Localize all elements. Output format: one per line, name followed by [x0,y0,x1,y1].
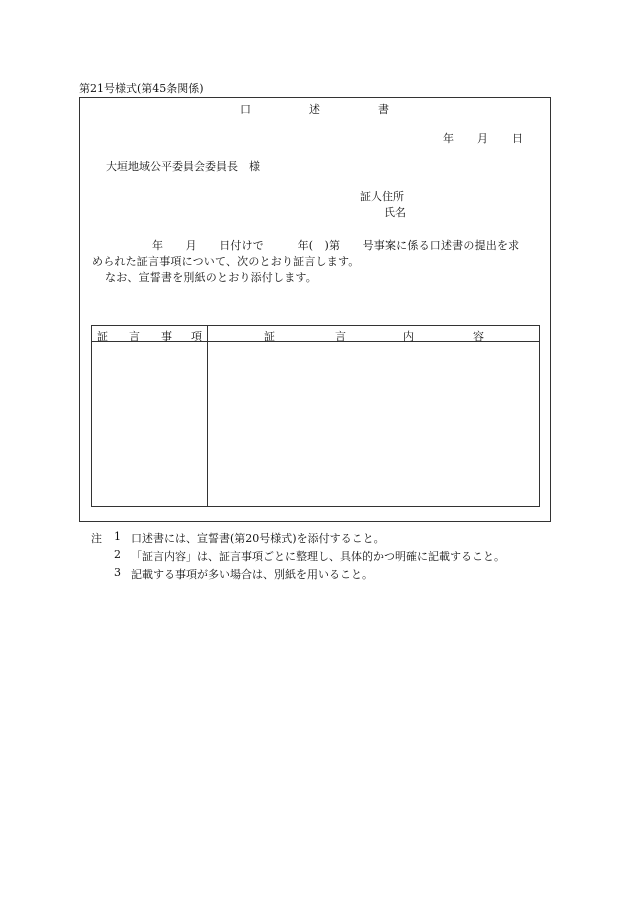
date-day: 日 [512,132,523,145]
col2-header-char-1: 証 [264,330,275,343]
note-1-number: 1 [114,530,121,543]
col2-header-char-2: 言 [335,330,346,343]
date-year: 年 [443,132,454,145]
note-2-text: 「証言内容」は、証言事項ごとに整理し、具体的かつ明確に記載すること。 [131,550,505,563]
body-line-3: なお、宣誓書を別紙のとおり添付します。 [105,271,317,284]
col2-header-char-3: 内 [403,330,414,343]
table-column-divider [207,326,208,506]
date-month: 月 [477,132,488,145]
col2-header-char-4: 容 [473,330,484,343]
table-header-divider [92,341,539,342]
note-1-text: 口述書には、宣誓書(第20号様式)を添付すること。 [131,532,385,545]
note-2-number: 2 [114,548,121,561]
witness-name-label: 氏名 [384,206,406,219]
testimony-table [91,325,540,507]
title-char-2: 述 [309,103,320,116]
col1-header-char-3: 事 [161,330,172,343]
note-3-text: 記載する事項が多い場合は、別紙を用いること。 [131,568,373,581]
note-3-number: 3 [114,566,121,579]
form-number-label: 第21号様式(第45条関係) [79,82,204,95]
addressee: 大垣地域公平委員会委員長 様 [106,160,260,173]
col1-header-char-2: 言 [129,330,140,343]
witness-address-label: 証人住所 [360,190,404,203]
col1-header-char-4: 項 [191,330,202,343]
body-line-1: 年 月 日付けで 年( )第 号事案に係る口述書の提出を求 [152,239,520,252]
col1-header-char-1: 証 [97,330,108,343]
title-char-3: 書 [378,103,389,116]
notes-label: 注 [91,532,102,545]
body-line-2: められた証言事項について、次のとおり証言します。 [92,255,360,268]
title-char-1: 口 [240,103,251,116]
